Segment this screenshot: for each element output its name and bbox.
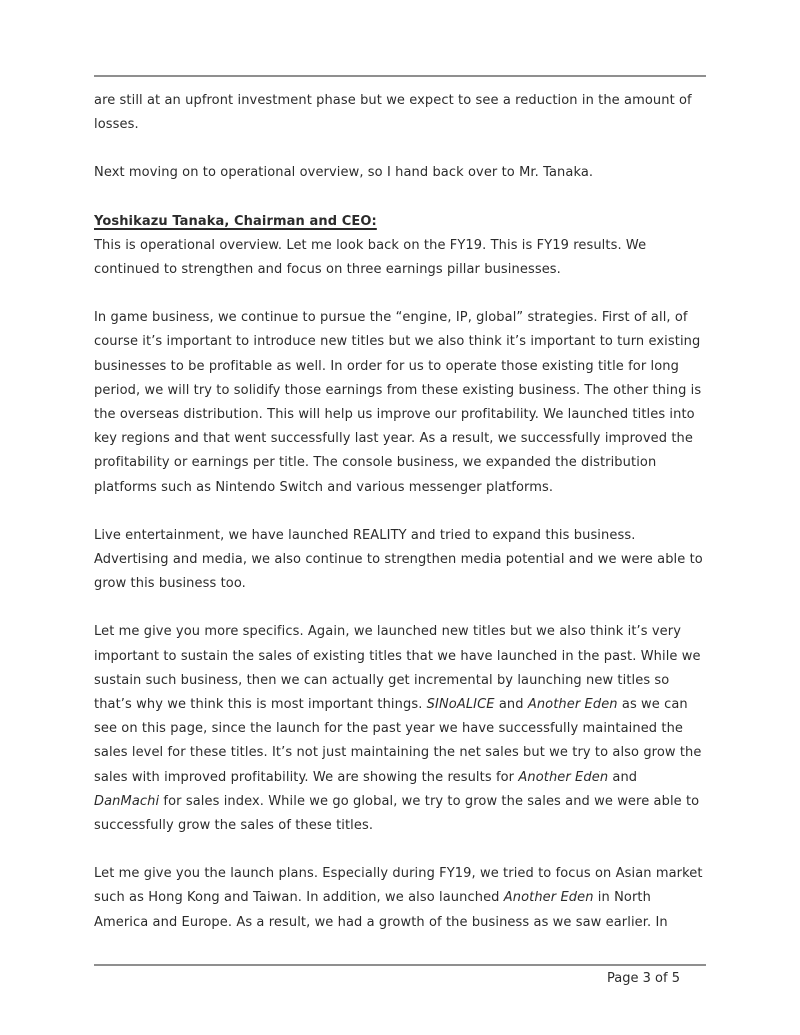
speaker-heading-text: Yoshikazu Tanaka, Chairman and CEO:: [94, 213, 377, 229]
top-divider: [94, 75, 706, 77]
paragraph: [94, 620, 706, 838]
footer-divider: [94, 964, 706, 966]
page-footer: [94, 967, 706, 991]
game-title-text: Another Eden: [503, 890, 594, 906]
paragraph-text: Live entertainment, we have launched REALITY and tried to expand this business. Advertising and media, we also continue to strengthen media potential and we were able to grow this business too.: [94, 527, 703, 592]
paragraph: [94, 524, 706, 597]
paragraph-text: for sales index. While we go global, we try to grow the sales and we were able to successfully grow the sales of these titles.: [94, 793, 700, 834]
game-title-text: Another Eden: [518, 769, 609, 785]
game-title-text: DanMachi: [94, 793, 160, 809]
paragraph-text: This is operational overview. Let me look back on the FY19. This is FY19 results. We continued to strengthen and focus on three earnings pillar businesses.: [94, 237, 647, 278]
paragraph-text: In game business, we continue to pursue the “engine, IP, global” strategies. First of all, of course it’s important to introduce new titles but we also think it’s important to turn existing businesses to be profitable as well. In order for us to operate those existing title for long period, we will try to solidify those earnings from these existing business. The other thing is the overseas distribution. This will help us improve our profitability. We launched titles into key regions and that went successfully last year. As a result, we successfully improved the profitability or earnings per title. The console business, we expanded the distribution platforms such as Nintendo Switch and various messenger platforms.: [94, 310, 702, 495]
paragraph: [94, 306, 706, 500]
paragraph-text: are still at an upfront investment phase but we expect to see a reduction in the amount of losses.: [94, 93, 692, 133]
paragraph: [94, 89, 706, 137]
paragraph-text: Next moving on to operational overview, so I hand back over to Mr. Tanaka.: [94, 165, 594, 181]
page-body: [94, 89, 706, 959]
game-title-text: Another Eden: [527, 697, 618, 713]
paragraph-text: and: [494, 697, 528, 713]
paragraph-text: as we can see on this page, since the launch for the past year we have successfully maintained the sales level for these titles. It’s not just maintaining the net sales but we try to also grow the sales with improved profitability. We are showing the results for: [94, 697, 702, 785]
paragraph-text: in North America and Europe. As a result, we had a growth of the business as we saw earlier. In: [94, 890, 668, 930]
speaker-heading: [94, 210, 706, 234]
game-title-text: SINoALICE: [426, 697, 495, 713]
paragraph-text: Let me give you more specifics. Again, we launched new titles but we also think it’s very important to sustain the sales of existing titles that we have launched in the past. While we sustain such business, then we can actually get incremental by launching new titles so that’s why we think this is most important things.: [94, 624, 701, 713]
paragraph: [94, 161, 706, 185]
paragraph: [94, 862, 706, 935]
page-number: Page 3 of 5: [607, 971, 680, 986]
paragraph-text: Let me give you the launch plans. Especially during FY19, we tried to focus on Asian market such as Hong Kong and Taiwan. In addition, we also launched: [94, 866, 703, 906]
paragraph-text: and: [608, 769, 638, 785]
paragraph: [94, 234, 706, 282]
